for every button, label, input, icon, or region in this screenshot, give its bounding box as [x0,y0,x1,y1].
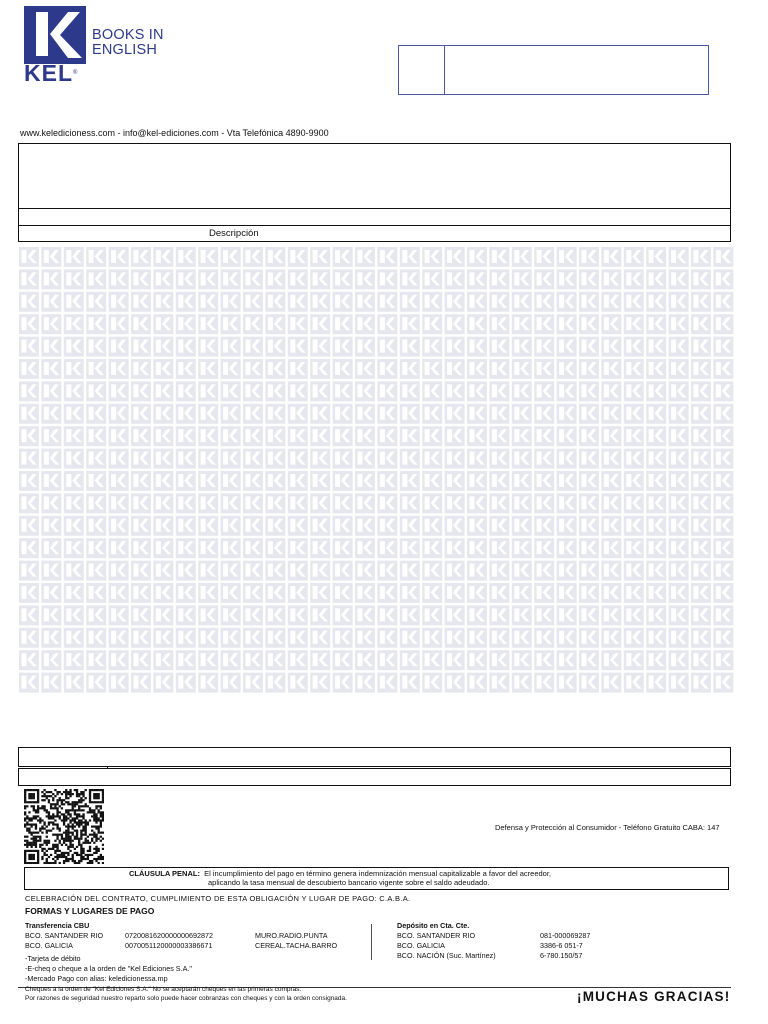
contact-line: www.keledicioness.com - info@kel-ediciones.com - Vta Telefónica 4890-9900 [20,128,329,138]
payment-divider [371,924,372,960]
penal-clause-line2: aplicando la tasa mensual de descubierto bancario vigente sobre el saldo adeudado. [208,878,490,887]
deposit-bank: BCO. GALICIA [397,941,445,950]
logo-tagline-line2: ENGLISH [92,42,158,58]
footer-note: Por razones de seguridad nuestro reparto solo puede hacer cobranzas con cheques y con la orden consignada. [25,995,347,1002]
divider-line [107,767,108,769]
transfer-title: Transferencia CBU [25,921,90,930]
divider-line [19,208,730,209]
kel-logo-mark [24,6,86,64]
document-box-divider [444,46,445,94]
consumer-protection-text: Defensa y Protección al Consumidor - Teléfono Gratuito CABA: 147 [495,823,720,832]
other-payment-method: -E-cheq o cheque a la orden de "Kel Ediciones S.A." [25,964,192,973]
thanks-message: ¡MUCHAS GRACIAS! [577,989,731,1004]
transfer-cbu: 0070051120000003386671 [125,941,213,950]
other-payment-method: -Tarjeta de débito [25,954,81,963]
deposit-bank: BCO. NACIÓN (Suc. Martínez) [397,951,496,960]
logo-tagline [92,28,164,58]
celebration-text: CELEBRACIÓN DEL CONTRATO, CUMPLIMIENTO DE ESTA OBLIGACIÓN Y LUGAR DE PAGO: C.A.B.A. [25,894,411,903]
logo-wordmark-text: KEL [24,60,73,86]
deposit-account: 3386-6 051-7 [540,941,583,950]
logo-tagline-line1: BOOKS IN [92,27,164,43]
transfer-alias: CEREAL.TACHA.BARRO [255,941,338,950]
payment-methods-title: FORMAS Y LUGARES DE PAGO [25,906,155,916]
totals-row [18,747,731,767]
penal-clause-text: El incumplimiento del pago en término genera indemnización mensual capitalizable a favor del acreedor, [204,869,552,878]
description-column-header: Descripción [209,228,259,239]
deposit-account: 6-780.150/57 [540,951,583,960]
logo-wordmark: KEL® [24,60,79,86]
other-payment-method: -Mercado Pago con alias: keledicionessa.mp [25,974,168,983]
transfer-cbu: 0720081620000000692872 [125,931,213,940]
transfer-alias: MURO.RADIO.PUNTA [255,931,328,940]
transfer-bank: BCO. GALICIA [25,941,73,950]
penal-clause-line1 [129,869,551,878]
penal-clause-title: CLÁUSULA PENAL: [129,869,200,878]
document-type-box [398,45,709,95]
deposit-title: Depósito en Cta. Cte. [397,921,470,930]
transfer-bank: BCO. SANTANDER RIO [25,931,104,940]
totals-row [18,768,731,786]
footer-note: Cheques a la orden de "Kel Ediciones S.A." No se aceptarán cheques en las primeras compras. [25,986,302,993]
watermark-pattern [18,246,734,694]
divider-line [19,225,730,226]
client-info-box [18,143,731,242]
qr-code [24,789,104,864]
deposit-account: 081-000069287 [540,931,591,940]
deposit-bank: BCO. SANTANDER RIO [397,931,476,940]
